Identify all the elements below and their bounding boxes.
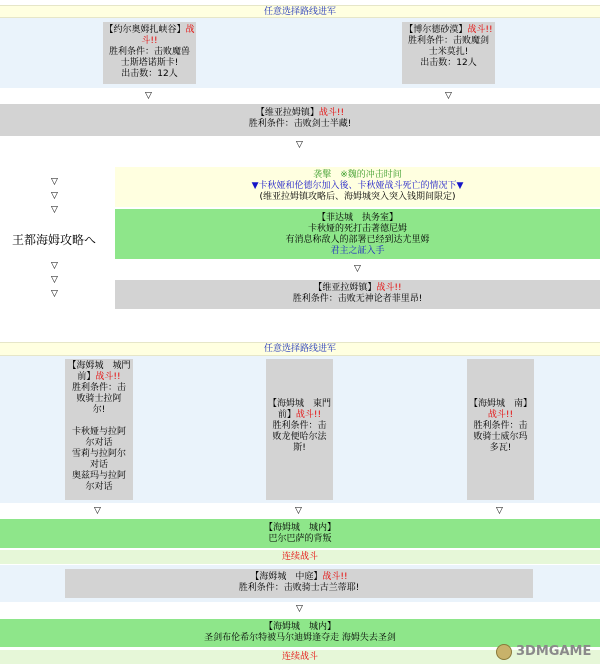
- arrow-down-icon: ▽: [51, 205, 58, 215]
- arrow-down-icon: ▽: [51, 177, 58, 187]
- victory-condition: 胜利条件：击败骑士古兰蒂耶!: [238, 583, 360, 593]
- location-box-left: [103, 22, 196, 84]
- box-line: 胜利条件：击: [272, 421, 327, 431]
- location-name: 【海姆城 城内】: [263, 523, 336, 533]
- arrow-down-icon: ▽: [51, 289, 58, 299]
- office-item: 君主之証入手: [330, 246, 385, 256]
- box-line: 败骑士拉阿: [76, 394, 122, 404]
- arrow-down-icon: ▽: [94, 506, 101, 516]
- arrow-down-icon: ▽: [445, 91, 452, 101]
- arrow-down-icon: ▽: [296, 604, 303, 614]
- arrow-down-icon: ▽: [296, 140, 303, 150]
- location-name: 【海姆城 城内】: [263, 622, 336, 632]
- route-choice-header-2: [0, 342, 600, 356]
- watermark-logo: [496, 643, 596, 663]
- victory-condition: 胜利条件：击败剑士半藏!: [248, 119, 352, 129]
- event-title: 袭撃 ※魏的冲击时间: [313, 170, 402, 180]
- battle-label: 战斗!!: [318, 108, 345, 118]
- box-line: 出击数：12人: [420, 58, 477, 68]
- box-line: 胜利条件：击败魔剑: [407, 36, 489, 46]
- arrow-down-icon: ▽: [496, 506, 503, 516]
- battle-label: 战斗!!: [376, 283, 402, 293]
- box-line: 雪莉与拉阿尔: [71, 449, 126, 459]
- continuous-battle-label: 连续战斗: [281, 552, 318, 562]
- route-choice-title-2: 任意选择路线进军: [263, 344, 336, 354]
- continuous-battle-label: 连续战斗: [281, 652, 318, 662]
- battle-label: 战斗!!: [141, 25, 195, 46]
- watermark-emblem-icon: [496, 644, 512, 660]
- route-band-1: [0, 18, 600, 88]
- watermark-text: 3DMGAME: [516, 644, 592, 659]
- arrow-down-icon: ▽: [354, 264, 361, 274]
- location-name: 【博尔德砂漠】: [404, 25, 468, 35]
- arrow-down-icon: ▽: [295, 506, 302, 516]
- side-label-heim-capture: 王都海姆攻略へ: [12, 233, 97, 247]
- route-choice-header-1: [0, 5, 600, 18]
- event-box-raid: [115, 167, 600, 207]
- location-name: 【约尔奥姆扎峡谷】: [104, 25, 186, 35]
- battle-label: 战斗!!: [322, 572, 348, 582]
- office-line: 有消息称敌人的部署已经到达尤里姆: [285, 235, 430, 245]
- box-line: 败骑士威尔玛: [473, 432, 528, 442]
- location-box-right: [402, 22, 495, 84]
- route-choice-title-1: 任意选择路线进军: [263, 7, 336, 17]
- box-line: 士斯塔诺斯卡!: [120, 58, 179, 68]
- event-condition: ▼卡秋娅和伦德尔加入後、卡秋娅战斗死亡的情况下▼: [251, 181, 464, 191]
- event-text: 巴尔巴萨的背叛: [268, 534, 332, 544]
- box-line: 胜利条件：击败魔兽: [108, 47, 190, 57]
- event-text: 圣剑布伦希尔特被马尔迪姆逢夺走 海姆失去圣剑: [204, 633, 396, 643]
- office-line: 卡秋娅的死打击著德尼姆: [307, 224, 407, 234]
- location-name: 【维亚拉姆镇】: [255, 108, 319, 118]
- victory-condition: 胜利条件：击败无神论者菲里昂!: [292, 294, 423, 304]
- battle-label: 战斗!!: [487, 410, 514, 420]
- arrow-down-icon: ▽: [51, 275, 58, 285]
- box-line: 尔对话: [85, 482, 113, 492]
- office-title: 【菲达城 执务室】: [316, 213, 398, 223]
- arrow-down-icon: ▽: [51, 261, 58, 271]
- battle-label: 战斗!!: [467, 25, 493, 35]
- location-box-heim-south: [467, 359, 534, 500]
- arrow-down-icon: ▽: [51, 191, 58, 201]
- location-name: 【海姆城 中庭】: [250, 572, 323, 582]
- battle-label: 战斗!!: [95, 372, 121, 382]
- office-box: [115, 209, 600, 259]
- location-box-heim-front-gate: [65, 359, 133, 500]
- box-line: 胜利条件：击: [71, 383, 126, 393]
- continuous-battle-1: [0, 550, 600, 564]
- location-name: 【海姆城 東門前】: [267, 399, 331, 420]
- box-line: 败龙便哈尔法: [272, 432, 327, 442]
- box-line: 斯!: [293, 443, 306, 453]
- box-line: 士米莫扎!: [428, 47, 469, 57]
- box-line: 出击数：12人: [121, 69, 178, 79]
- box-line: 奥兹玛与拉阿: [71, 471, 126, 481]
- location-name: 【海姆城 城門前】: [67, 361, 131, 382]
- box-line: 尔对话: [85, 438, 113, 448]
- location-name: 【维亚拉姆镇】: [313, 283, 377, 293]
- battle-label: 战斗!!: [295, 410, 322, 420]
- spacer: [65, 416, 133, 427]
- location-box-heim-east-gate: [266, 359, 333, 500]
- event-note: (维亚拉姆镇攻略后、海姆城突入突入钱期间限定): [259, 192, 456, 202]
- merge-box-viaram-2: [115, 280, 600, 309]
- box-line: 卡秋娅与拉阿: [71, 427, 126, 437]
- box-line: 胜利条件：击: [473, 421, 528, 431]
- location-name: 【海姆城 南】: [468, 399, 532, 409]
- box-line: 对话: [89, 460, 108, 470]
- box-line: 尔!: [92, 405, 106, 415]
- heim-courtyard-box: [65, 569, 533, 598]
- heim-castle-inside-1: [0, 519, 600, 548]
- arrow-down-icon: ▽: [145, 91, 152, 101]
- merge-box-viaram-1: [0, 104, 600, 136]
- box-line: 多瓦!: [489, 443, 512, 453]
